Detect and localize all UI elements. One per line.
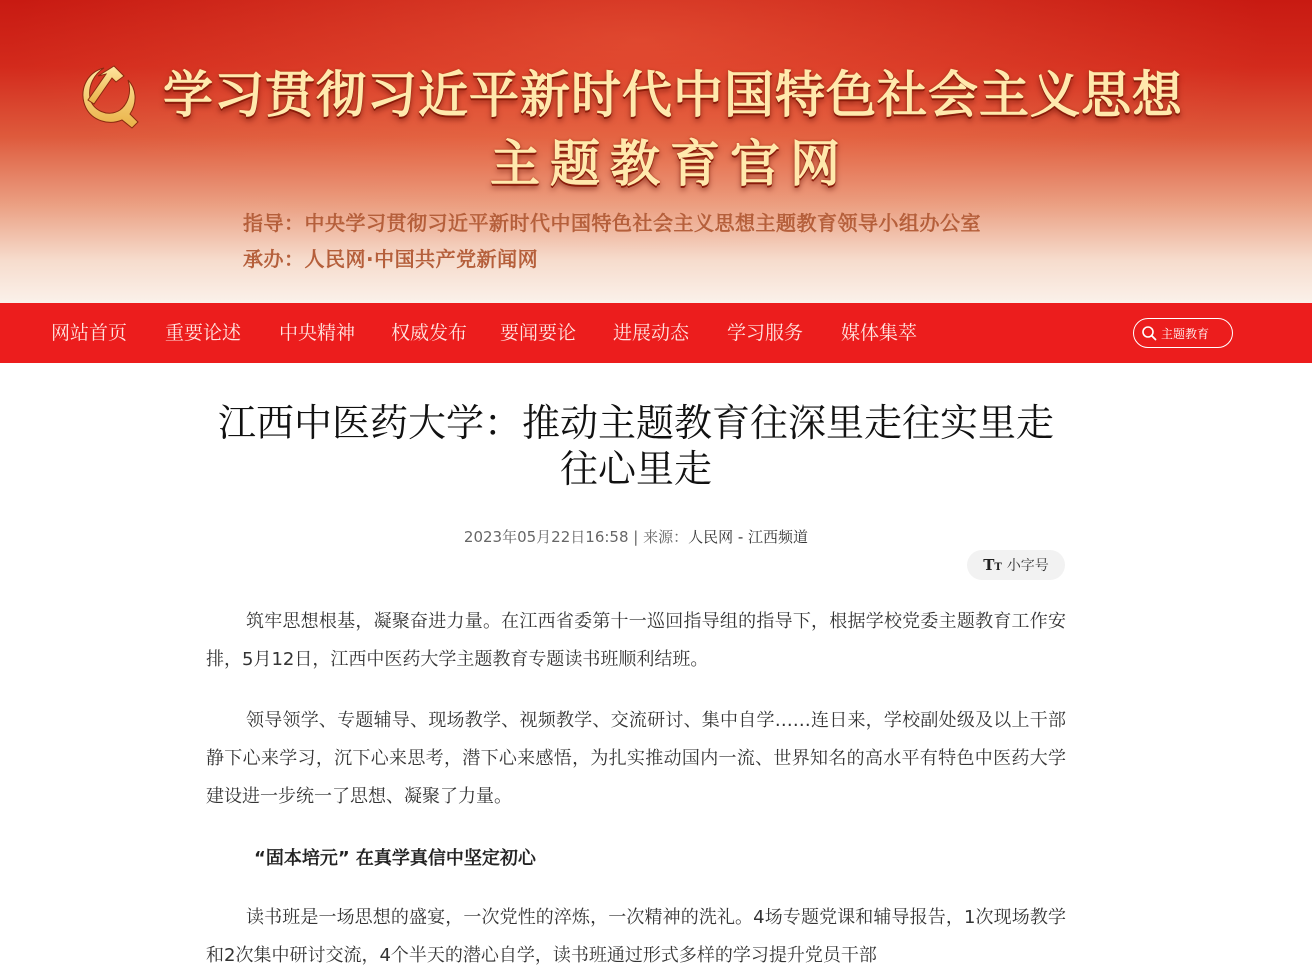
search-button[interactable] xyxy=(1133,318,1233,348)
nav-item-important-discourses[interactable]: 重要论述 xyxy=(165,322,242,344)
article-paragraph-1: 筑牢思想根基，凝聚奋进力量。在江西省委第十一巡回指导组的指导下，根据学校党委主题教育工作安排，5月12日，江西中医药大学主题教育专题读书班顺利结班。 xyxy=(206,611,1066,670)
host-text: 承办：人民网·中国共产党新闻网 xyxy=(243,247,539,271)
meta-separator: | xyxy=(628,528,644,546)
nav-item-home[interactable]: 网站首页 xyxy=(51,322,128,344)
guidance-text: 指导：中央学习贯彻习近平新时代中国特色社会主义思想主题教育领导小组办公室 xyxy=(243,211,981,235)
nav-item-learning-services[interactable]: 学习服务 xyxy=(727,322,804,344)
headline-line2: 往心里走 xyxy=(559,447,712,491)
font-size-toggle-button[interactable] xyxy=(967,550,1065,580)
banner-title-line1: 学习贯彻习近平新时代中国特色社会主义思想 xyxy=(163,66,1183,124)
source-prefix: 来源： xyxy=(643,528,689,546)
article-meta xyxy=(206,526,1066,547)
headline-line1: 江西中医药大学：推动主题教育往深里走往实里走 xyxy=(217,401,1054,445)
nav-item-key-news[interactable]: 要闻要论 xyxy=(500,322,577,344)
nav-item-media-digest[interactable]: 媒体集萃 xyxy=(841,322,918,344)
font-size-toggle-label: 小字号 xyxy=(1006,558,1049,574)
article-paragraph-3: 读书班是一场思想的盛宴，一次党性的淬炼，一次精神的洗礼。4场专题党课和辅导报告，1次现场教学和2次集中研讨交流，4个半天的潜心自学，读书班通过形式多样的学习提升党员干部 xyxy=(206,907,1066,966)
article-source[interactable]: 人民网 - 江西频道 xyxy=(688,528,809,546)
search-icon xyxy=(1141,325,1157,341)
main-nav xyxy=(0,303,1312,363)
publish-datetime: 2023年05月22日16:58 xyxy=(463,528,629,546)
nav-item-progress[interactable]: 进展动态 xyxy=(613,322,690,344)
article-paragraph-2: 领导领学、专题辅导、现场教学、视频教学、交流研讨、集中自学……连日来，学校副处级及以上干部静下心来学习，沉下心来思考，潜下心来感悟，为扎实推动国内一流、世界知名的高水平有特色中医药大学建设进一步统一了思想、凝聚了力量。 xyxy=(206,710,1066,807)
article-subheading: “固本培元” 在真学真信中坚定初心 xyxy=(254,848,536,869)
nav-item-central-spirit[interactable]: 中央精神 xyxy=(279,322,356,344)
article-headline xyxy=(206,400,1066,492)
font-size-icon: TT xyxy=(983,556,1002,574)
nav-item-authoritative-release[interactable]: 权威发布 xyxy=(391,322,468,344)
search-label: 主题教育 xyxy=(1161,326,1210,341)
banner-title-line2: 主题教育官网 xyxy=(490,135,850,193)
site-banner xyxy=(0,0,1312,303)
